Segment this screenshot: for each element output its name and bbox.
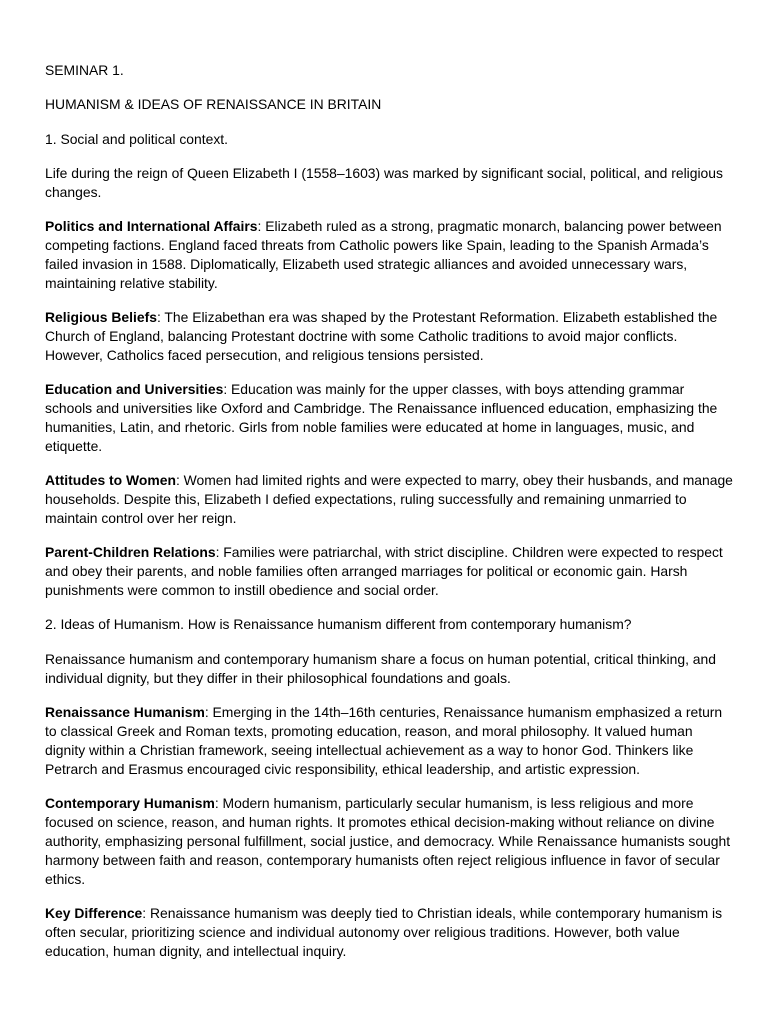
section1-intro: Life during the reign of Queen Elizabeth I (1558–1603) was marked by significant social, political, and religious changes. xyxy=(45,164,723,200)
religion-term: Religious Beliefs xyxy=(45,309,157,326)
contemporary-humanism-text: : Modern humanism, particularly secular humanism, is less religious and more focused on science, reason, and human rights. It promotes ethical decision-making without reliance on divine authority, emphasizing personal fulfillment, social justice, and democracy. While Renaissance humanists sought harmony between faith and reason, contemporary humanists often reject religious influence in favor of secular ethics. xyxy=(45,794,731,887)
education-term: Education and Universities xyxy=(45,381,224,398)
contemporary-humanism-term: Contemporary Humanism xyxy=(45,794,215,811)
key-difference-text: : Renaissance humanism was deeply tied to Christian ideals, while contemporary humanism is often secular, prioritizing science and individual autonomy over religious traditions. However, both value education, human dignity, and intellectual inquiry. xyxy=(45,904,723,959)
section2-heading: 2. Ideas of Humanism. How is Renaissance humanism different from contemporary humanism? xyxy=(45,616,632,633)
politics-term: Politics and International Affairs xyxy=(45,218,258,235)
renaissance-humanism-term: Renaissance Humanism xyxy=(45,703,205,720)
parent-children-term: Parent-Children Relations xyxy=(45,544,216,561)
key-difference-paragraph xyxy=(45,904,735,961)
renaissance-humanism-paragraph xyxy=(45,703,735,779)
religion-paragraph xyxy=(45,308,735,365)
section1-heading: 1. Social and political context. xyxy=(45,130,228,147)
contemporary-humanism-paragraph xyxy=(45,794,735,889)
document-page xyxy=(45,61,735,976)
women-term: Attitudes to Women xyxy=(45,472,176,489)
seminar-title: SEMINAR 1. xyxy=(45,62,124,78)
renaissance-humanism-text: : Emerging in the 14th–16th centuries, Renaissance humanism emphasized a return to classical Greek and Roman texts, promoting education, reason, and moral philosophy. It valued human dignity within a Christian framework, seeing intellectual achievement as a way to honor God. Thinkers like Petrarch and Erasmus encouraged civic responsibility, ethical leadership, and artistic expression. xyxy=(45,703,723,777)
education-text: : Education was mainly for the upper classes, with boys attending grammar schools and universities like Oxford and Cambridge. The Renaissance influenced education, emphasizing the humanities, Latin, and rhetoric. Girls from noble families were educated at home in languages, music, and etiquette. xyxy=(45,381,718,454)
section2-intro: Renaissance humanism and contemporary humanism share a focus on human potential, critical thinking, and individual dignity, but they differ in their philosophical foundations and goals. xyxy=(45,650,716,686)
education-paragraph xyxy=(45,380,735,456)
women-text: : Women had limited rights and were expected to marry, obey their husbands, and manage households. Despite this, Elizabeth I defied expectations, ruling successfully and remaining unmarried to maintain control over her reign. xyxy=(45,472,733,527)
religion-text: : The Elizabethan era was shaped by the Protestant Reformation. Elizabeth established the Church of England, balancing Protestant doctrine with some Catholic traditions to avoid major conflicts. However, Catholics faced persecution, and religious tensions persisted. xyxy=(45,309,718,363)
parent-children-paragraph xyxy=(45,543,735,600)
main-title: HUMANISM & IDEAS OF RENAISSANCE IN BRITAIN xyxy=(45,96,382,113)
parent-children-text: : Families were patriarchal, with strict discipline. Children were expected to respect and obey their parents, and noble families often arranged marriages for political or economic gain. Harsh punishments were common to instill obedience and social order. xyxy=(45,544,723,599)
politics-text: : Elizabeth ruled as a strong, pragmatic monarch, balancing power between competing factions. England faced threats from Catholic powers like Spain, leading to the Spanish Armada’s failed invasion in 1588. Diplomatically, Elizabeth used strategic alliances and avoided unnecessary wars, maintaining relative stability. xyxy=(45,218,722,291)
key-difference-term: Key Difference xyxy=(45,904,143,921)
politics-paragraph xyxy=(45,217,735,293)
women-paragraph xyxy=(45,471,735,528)
